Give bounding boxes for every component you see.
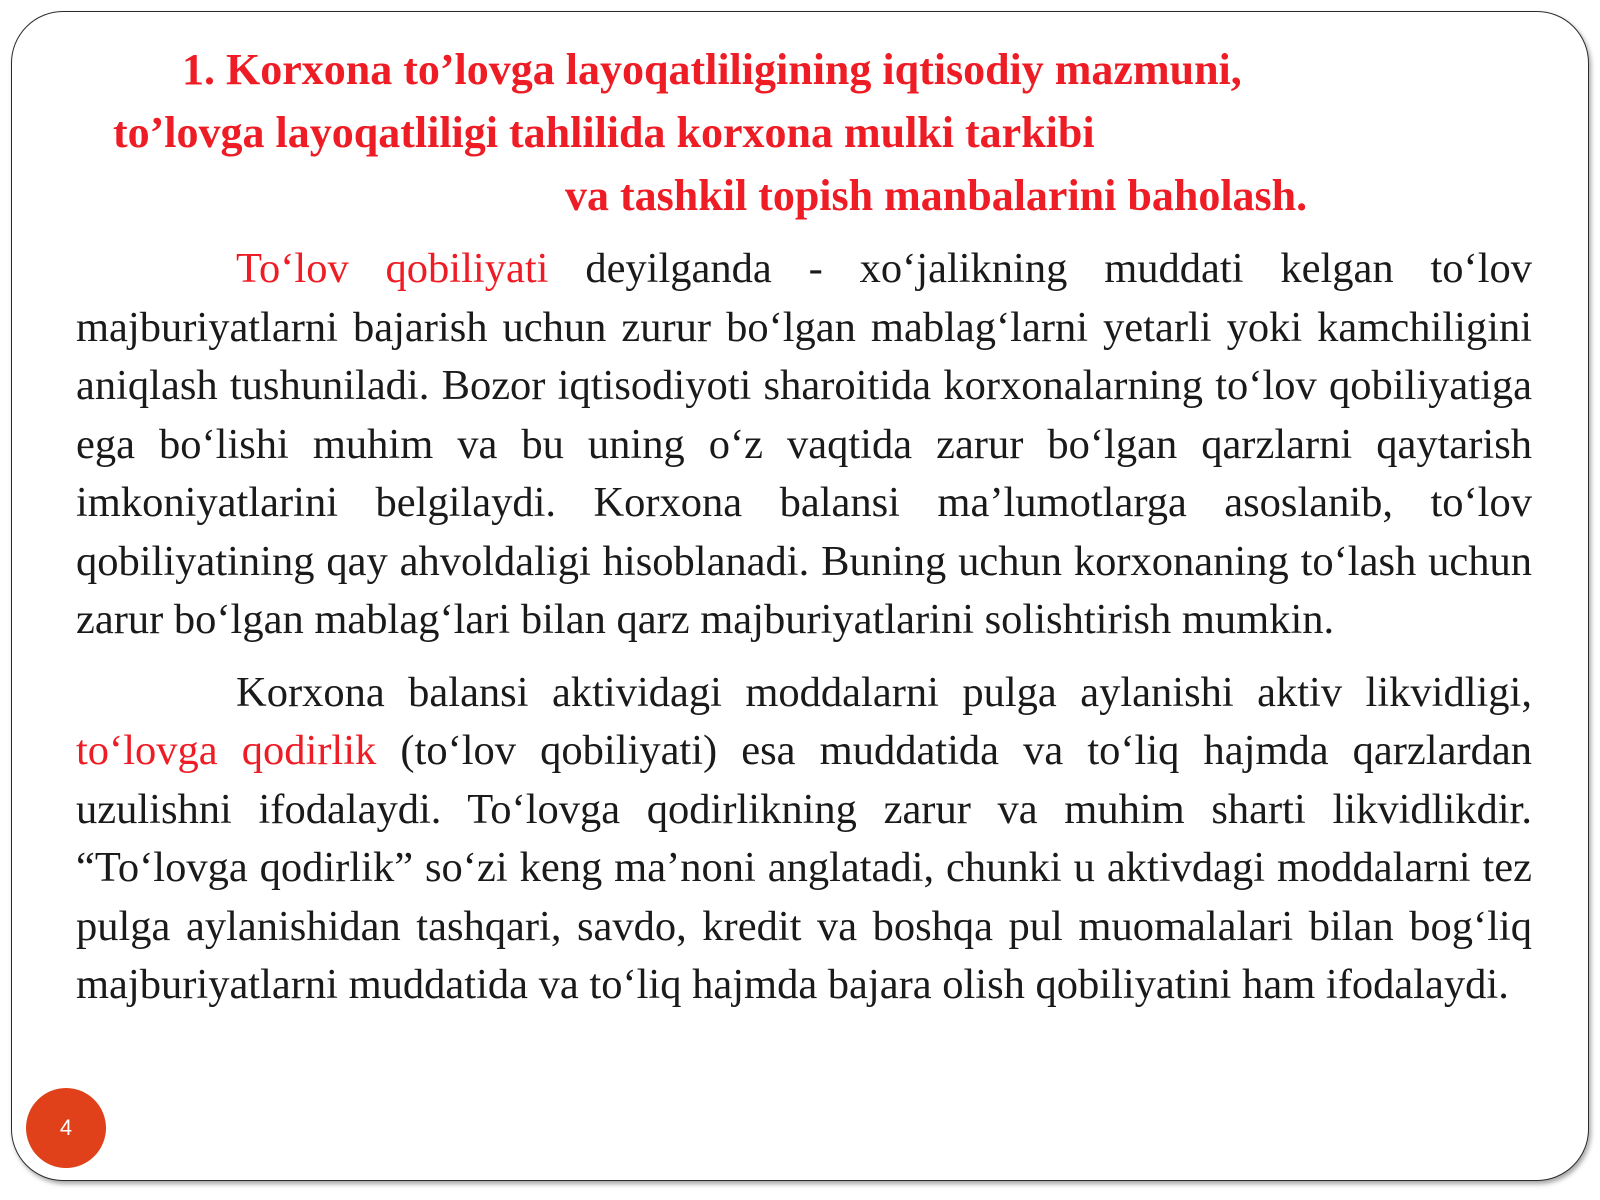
- page-number-badge: 4: [26, 1088, 106, 1168]
- title-line-1: 1. Korxona to’lovga layoqatliligining iqtisodiy mazmuni,: [182, 45, 1242, 94]
- paragraph-2-text-before: Korxona balansi aktividagi moddalarni pulga aylanishi aktiv likvidligi,: [236, 668, 1532, 716]
- term-tolov-qobiliyati: To‘lov qobiliyati: [236, 245, 549, 292]
- paragraph-1: [76, 240, 1532, 650]
- paragraph-1-text: deyilganda - xo‘jalikning muddati kelgan to‘lov majburiyatlarni bajarish uchun zurur bo‘lgan mablag‘larni yetarli yoki kamchiligini aniqlash tushuniladi. Bozor iqtisodiyoti sharoitida korxonalarning to‘lov qobiliyatiga ega bo‘lishi muhim va bu uning o‘z vaqtida zarur bo‘lgan qarzlarni qaytarish imkoniyatlarini belgilaydi. Korxona balansi ma’lumotlarga asoslanib, to‘lov qobiliyatining qay ahvoldaligi hisoblanadi. Buning uchun korxonaning to‘lash uchun zarur bo‘lgan mablag‘lari bilan qarz majburiyatlarini solishtirish mumkin.: [76, 245, 1533, 643]
- paragraph-2-text-after: (to‘lov qobiliyati) esa muddatida va to‘liq hajmda qarzlardan uzulishni ifodalaydi. To‘lovga qodirlikning zarur va muhim sharti likvidlikdir. “To‘lovga qodirlik” so‘zi keng ma’noni anglatadi, chunki u aktivdagi moddalarni tez pulga aylanishidan tashqari, savdo, kredit va boshqa pul muomalalari bilan bog‘liq majburiyatlarni muddatida va to‘liq hajmda bajara olish qobiliyatini ham ifodalaydi.: [76, 727, 1532, 1008]
- paragraph-2: [76, 664, 1532, 1015]
- body-text: [76, 240, 1532, 1015]
- term-tolovga-qodirlik: to‘lovga qodirlik: [76, 727, 377, 774]
- slide-title: [80, 38, 1470, 227]
- title-line-3: va tashkil topish manbalarini baholash.: [565, 171, 1308, 220]
- title-line-2: to’lovga layoqatliligi tahlilida korxona mulki tarkibi: [113, 108, 1095, 157]
